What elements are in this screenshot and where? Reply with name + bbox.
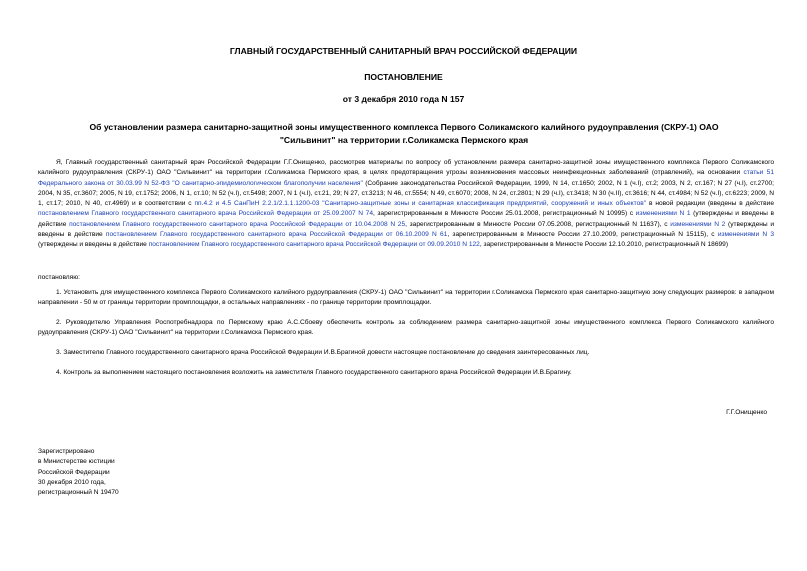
preamble-text: , зарегистрированным в Минюсте России 12.10.2010, регистрационный N 18699) <box>479 241 729 249</box>
document-type: ПОСТАНОВЛЕНИЕ <box>364 72 443 82</box>
registration-line: регистрационный N 19470 <box>38 489 119 497</box>
preamble-text: , зарегистрированным в Минюсте России 25.01.2008, регистрационный N 10995) с <box>372 210 636 218</box>
issuing-authority: ГЛАВНЫЙ ГОСУДАРСТВЕННЫЙ САНИТАРНЫЙ ВРАЧ РОССИЙСКОЙ ФЕДЕРАЦИИ <box>229 46 578 56</box>
registration-line: Российской Федерации <box>38 468 110 476</box>
registration-line: в Министерстве юстиции <box>38 458 115 466</box>
signature: Г.Г.Онищенко <box>726 409 767 416</box>
decree-item-4: 4. Контроль за выполнением настоящего постановления возложить на заместителя Главного государственного санитарного врача Российской Федерации И.В.Брагину. <box>56 369 572 376</box>
preamble-text: (утверждены и введены в действие <box>38 241 149 249</box>
document-title: Об установлении размера санитарно-защитной зоны имущественного комплекса Первого Соликамского калийного рудоуправления (СКРУ-1) ОАО "Сильвинит" на территории г.Соликамска Пермского края <box>89 122 719 145</box>
preamble-paragraph <box>38 158 774 251</box>
amendments-1-link[interactable]: изменениями N 1 <box>635 210 691 218</box>
preamble-text: , зарегистрированным в Минюсте России 27.10.2009, регистрационный N 15115), с <box>447 231 718 239</box>
amendments-3-link[interactable]: изменениями N 3 <box>717 231 775 239</box>
document-date-number: от 3 декабря 2010 года N 157 <box>342 94 465 104</box>
preamble-text: (Собрание законодательства Российской Федерации, 1999, N 14, ст.1650; 2002, N 1 (ч.I), ст.2; 2003, N 2, ст.167; N 27 (ч.I), ст.2700; 2004, N 35, ст.3607; 2005, N 19, ст.1752; 2006, N 1, ст.10; N 52 (ч.I), ст.5498; 2007, N 1 (ч.I), ст.21, 29; N 27, ст.3213; N 46, ст.5554; N 49, ст.6070; 2008, N 24, ст.2801; N 29 (ч.I), ст.3418; N 30 (ч.II), ст.3616; N 44, ст.4984; N 52 (ч.I), ст.6223; 2009, N 1, ст.17; 2010, N 40, ст.4969) и в соответствии с <box>38 179 774 208</box>
sanpin-link[interactable]: пп.4.2 и 4.5 СанПиН 2.2.1/2.1.1.1200-03 "Санитарно-защитные зоны и санитарная классификация предприятий, сооружений и иных объектов" <box>194 200 647 208</box>
amendments-2-link[interactable]: изменениями N 2 <box>670 220 726 228</box>
preamble-text: Я, Главный государственный санитарный врач Российской Федерации Г.Г.Онищенко, рассмотрев материалы по вопросу об установлении размера санитарно-защитной зоны имущественного комплекса Первого Соликамского калийного рудоуправления (СКРУ-1) ОАО "Сильвинит" на территории г.Соликамска Пермского края, в целях предотвращения угрозы возникновения массовых неинфекционных заболеваний (отравлений), на основании <box>38 159 774 177</box>
preamble-text: , зарегистрированным в Минюсте России 07.05.2008, регистрационный N 11637), с <box>405 220 671 228</box>
preamble-text: (утверждены и введены в действие <box>38 220 775 239</box>
registration-line: 30 декабря 2010 года, <box>38 478 106 486</box>
registration-line: Зарегистрировано <box>38 448 95 455</box>
decree-item-2: 2. Руководителю Управления Роспотребнадзора по Пермскому краю А.С.Сбоеву обеспечить контроль за соблюдением размера санитарно-защитной зоны имущественного комплекса Первого Соликамского калийного рудоуправления (СКРУ-1) ОАО "Сильвинит" на территории г.Соликамска Пермского края. <box>38 319 774 337</box>
resolution-61-link[interactable]: постановлением Главного государственного санитарного врача Российской Федерации от 06.10.2009 N 61 <box>105 231 448 239</box>
preamble-text: в новой редакции (введены в действие <box>646 200 774 208</box>
resolution-122-link[interactable]: постановлением Главного государственного санитарного врача Российской Федерации от 09.09.2010 N 122 <box>148 241 480 249</box>
registration-block <box>38 447 119 498</box>
decree-item-3: 3. Заместителю Главного государственного санитарного врача Российской Федерации И.В.Брагиной довести настоящее постановление до сведения заинтересованных лиц. <box>56 349 590 356</box>
decree-item-1: 1. Установить для имущественного комплекса Первого Соликамского калийного рудоуправления (СКРУ-1) ОАО "Сильвинит" на территории г.Соликамска Пермского края санитарно-защитную зону следующих размеров: в западном направлении - 50 м от границы территории промплощадки, в остальных направлениях - по границе территории промплощадки. <box>38 289 774 307</box>
preamble-text: (утверждены и введены в действие <box>38 210 774 228</box>
decree-word: постановляю: <box>38 274 81 281</box>
law-link[interactable]: статьи 51 Федерального закона от 30.03.99 N 52-ФЗ "О санитарно-эпидемиологическом благополучии населения" <box>38 169 775 187</box>
resolution-25-link[interactable]: постановлением Главного государственного санитарного врача Российской Федерации от 10.04.2008 N 25 <box>69 220 406 228</box>
resolution-74-link[interactable]: постановлением Главного государственного санитарного врача Российской Федерации от 25.09.2007 N 74 <box>38 210 373 218</box>
